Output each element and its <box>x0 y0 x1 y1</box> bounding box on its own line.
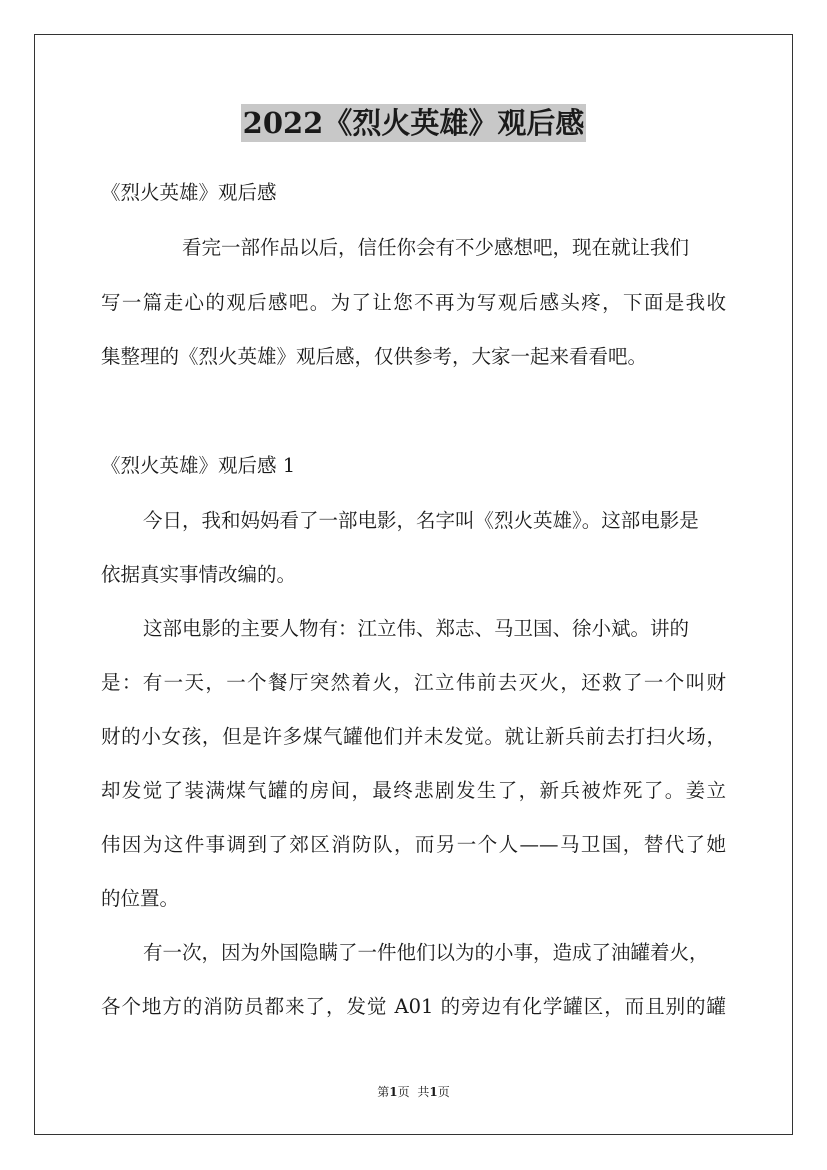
paragraph-line: 的位置。 <box>101 887 180 910</box>
paragraph-line: 各个地方的消防员都来了，发觉 A01 的旁边有化学罐区，而且别的罐 <box>101 995 726 1018</box>
subtitle: 《烈火英雄》观后感 <box>101 181 277 204</box>
paragraph-line: 依据真实事情改编的。 <box>101 563 297 586</box>
paragraph-line: 这部电影的主要人物有：江立伟、郑志、马卫国、徐小斌。讲的 <box>143 617 690 640</box>
title-container <box>0 104 827 142</box>
intro-line: 写一篇走心的观后感吧。为了让您不再为写观后感头疼，下面是我收 <box>101 291 726 314</box>
page-prefix: 第 <box>377 1085 390 1099</box>
paragraph-line: 有一次，因为外国隐瞒了一件他们以为的小事，造成了油罐着火， <box>143 941 709 964</box>
intro-line: 集整理的《烈火英雄》观后感，仅供参考，大家一起来看看吧。 <box>101 345 648 368</box>
paragraph-line: 今日，我和妈妈看了一部电影，名字叫《烈火英雄》。这部电影是 <box>143 509 699 532</box>
total-pages: 1 <box>429 1085 438 1099</box>
total-suffix: 页 <box>437 1085 450 1099</box>
page-footer <box>0 1084 827 1100</box>
intro-line: 看完一部作品以后，信任你会有不少感想吧，现在就让我们 <box>182 236 690 259</box>
paragraph-line: 财的小女孩，但是许多煤气罐他们并未发觉。就让新兵前去打扫火场， <box>101 725 726 748</box>
section-heading: 《烈火英雄》观后感 1 <box>101 454 296 477</box>
paragraph-line: 是：有一天，一个餐厅突然着火，江立伟前去灭火，还救了一个叫财 <box>101 671 726 694</box>
page-number: 1 <box>389 1085 398 1099</box>
paragraph-line: 却发觉了装满煤气罐的房间，最终悲剧发生了，新兵被炸死了。姜立 <box>101 779 726 802</box>
document-title: 2022《烈火英雄》观后感 <box>242 106 585 140</box>
page-suffix: 页 <box>397 1085 410 1099</box>
total-prefix: 共 <box>417 1085 430 1099</box>
paragraph-line: 伟因为这件事调到了郊区消防队，而另一个人——马卫国，替代了她 <box>101 833 726 856</box>
